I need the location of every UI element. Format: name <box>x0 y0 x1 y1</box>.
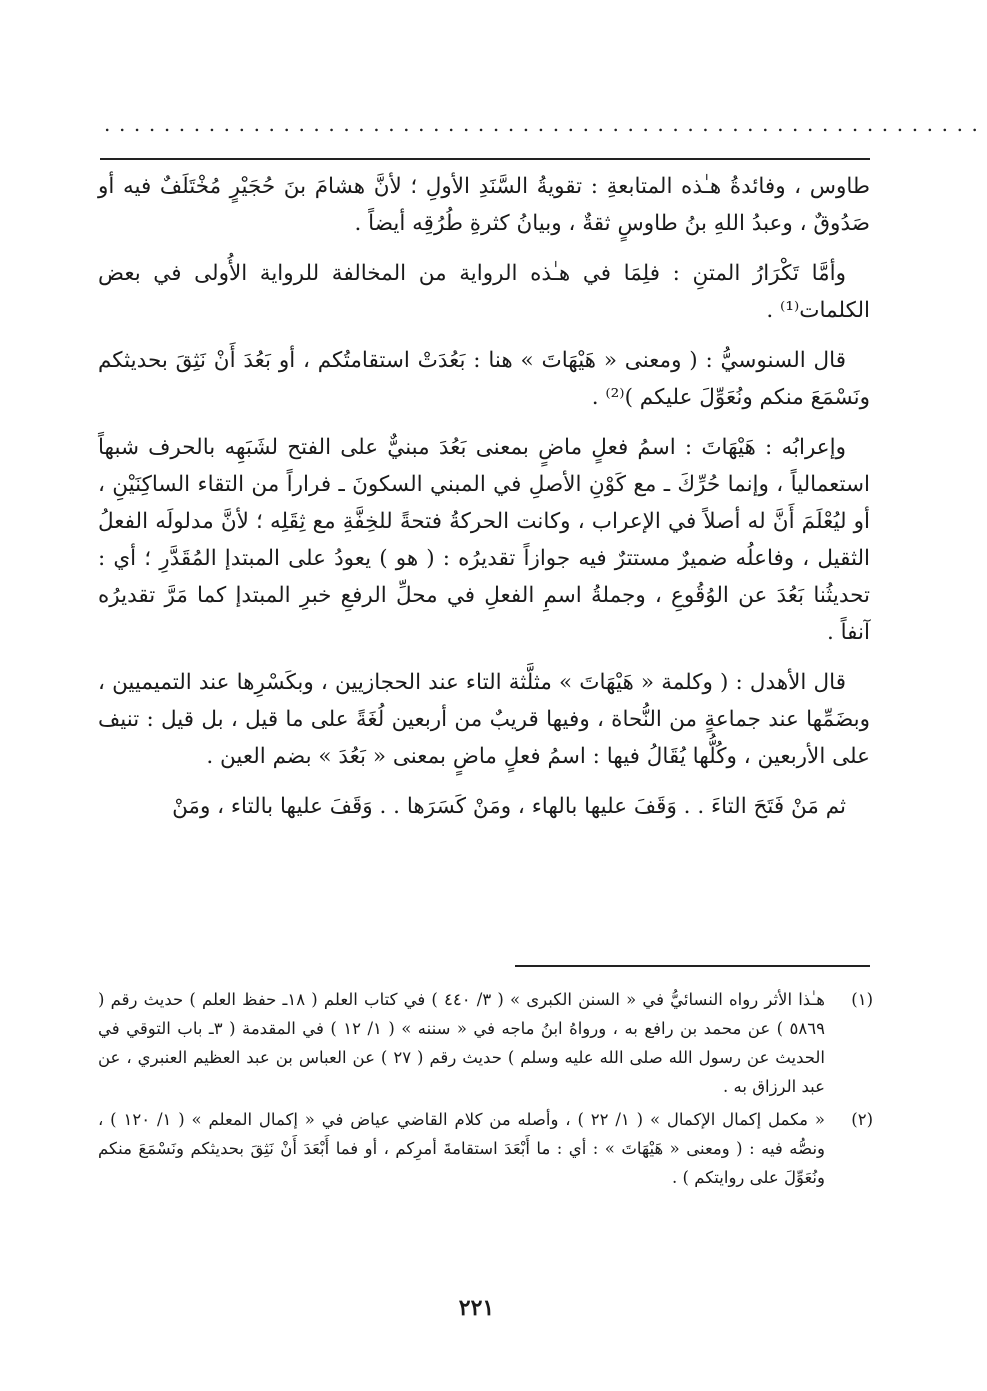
paragraph: ثم مَنْ فَتَحَ التاءَ . . وَقَفَ عليها بالهاء ، ومَنْ كَسَرَها . . وَقَفَ عليها بالتاء ، ومَنْ <box>172 794 846 819</box>
paragraph: طاوس ، وفائدةُ هـٰذه المتابعةِ : تقويةُ السَّنَدِ الأولِ ؛ لأنَّ هشامَ بنَ حُجَيْرٍ مُخْتَلَفٌ فيه أو صَدُوقٌ ، وعبدُ اللهِ بنُ طاوسٍ ثقةٌ ، وبيانُ كثرةِ طُرُقِه أيضاً . <box>98 174 870 236</box>
main-text <box>98 168 870 825</box>
header-rule <box>100 158 870 160</box>
footnote-separator <box>515 965 870 967</box>
paragraph: وأمَّا تَكْرَارُ المتنِ : فلِمَا في هـٰذه الرواية من المخالفة للرواية الأُولى في بعض الكلمات⁽¹⁾ . <box>98 261 870 323</box>
footnotes <box>98 985 873 1196</box>
paragraph: قال الأهدل : ( وكلمة « هَيْهَاتَ » مثلَّثة التاء عند الحجازيين ، وبكَسْرِها عند التميميين ، وبضَمِّها عند جماعةٍ من النُّحاة ، وفيها قريبٌ من أربعين لُغَةً على ما قيل ، بل قيل : تنيف على الأربعين ، وكُلُّها يُقَالُ فيها : اسمُ فعلٍ ماضٍ بمعنى « بَعُدَ » بضم العين . <box>98 670 870 769</box>
footnote-number: (١) <box>851 990 873 1009</box>
paragraph: وإعرابُه : هَيْهَاتَ : اسمُ فعلٍ ماضٍ بمعنى بَعُدَ مبنيٌّ على الفتح لشَبَهِه بالحرف شبهاً استعمالياً ، وإنما حُرِّكَ ـ مع كَوْنِ الأصلِ في المبني السكونَ ـ فراراً من التقاء الساكِنَيْنِ ، أو ليُعْلَمَ أَنَّ له أصلاً في الإعراب ، وكانت الحركةُ فتحةً للخِفَّةِ مع ثِقَلِه ؛ لأنَّ مدلولَه الفعلُ الثقيل ، وفاعلُه ضميرٌ مستترٌ فيه جوازاً تقديرُه : ( هو ) يعودُ على المبتدإ المُقَدَّرِ ؛ أي : تحديثُنا بَعُدَ عن الوُقُوعِ ، وجملةُ اسمِ الفعلِ في محلِّ الرفعِ خبرِ المبتدإ كما مَرَّ تقديرُه آنفاً . <box>98 435 870 645</box>
footnote-text: « مكمل إكمال الإكمال » ( ١/ ٢٢ ) ، وأصله من كلام القاضي عياض في « إكمال المعلم » ( ١/ ١٢٠ ) ، ونصُّه فيه : ( ومعنى « هَيْهَاتَ » : أي : ما أَبْعَدَ استقامةَ أمرِكم ، أو فما أَبْعَدَ أَنْ نَثِقَ بحديثكم ونَسْمَعَ منكم ونُعَوِّلَ على روايتكم ) . <box>98 1110 825 1187</box>
paragraph: قال السنوسيُّ : ( ومعنى « هَيْهَاتَ » هنا : بَعُدَتْ استقامتُكم ، أو بَعُدَ أَنْ نَثِقَ بحديثكم ونَسْمَعَ منكم ونُعَوِّلَ عليكم )⁽²⁾ . <box>98 348 870 410</box>
header-dotted-line: ........................................................... <box>104 112 987 136</box>
footnote <box>98 985 873 1101</box>
page-number: ٢٢١ <box>458 1295 495 1321</box>
footnote-number: (٢) <box>851 1110 873 1129</box>
footnote <box>98 1105 873 1192</box>
footnote-text: هـٰذا الأثر رواه النسائيُّ في « السنن الكبرى » ( ٣/ ٤٤٠ ) في كتاب العلم ( ١٨ـ حفظ العلم ) حديث رقم ( ٥٨٦٩ ) عن محمد بن رافع به ، ورواهُ ابنُ ماجه في « سننه » ( ١/ ١٢ ) في المقدمة ( ٣ـ باب التوقي في الحديث عن رسول الله صلى الله عليه وسلم ) حديث رقم ( ٢٧ ) عن العباس بن عبد العظيم العنبري ، عن عبد الرزاق به . <box>98 990 825 1096</box>
